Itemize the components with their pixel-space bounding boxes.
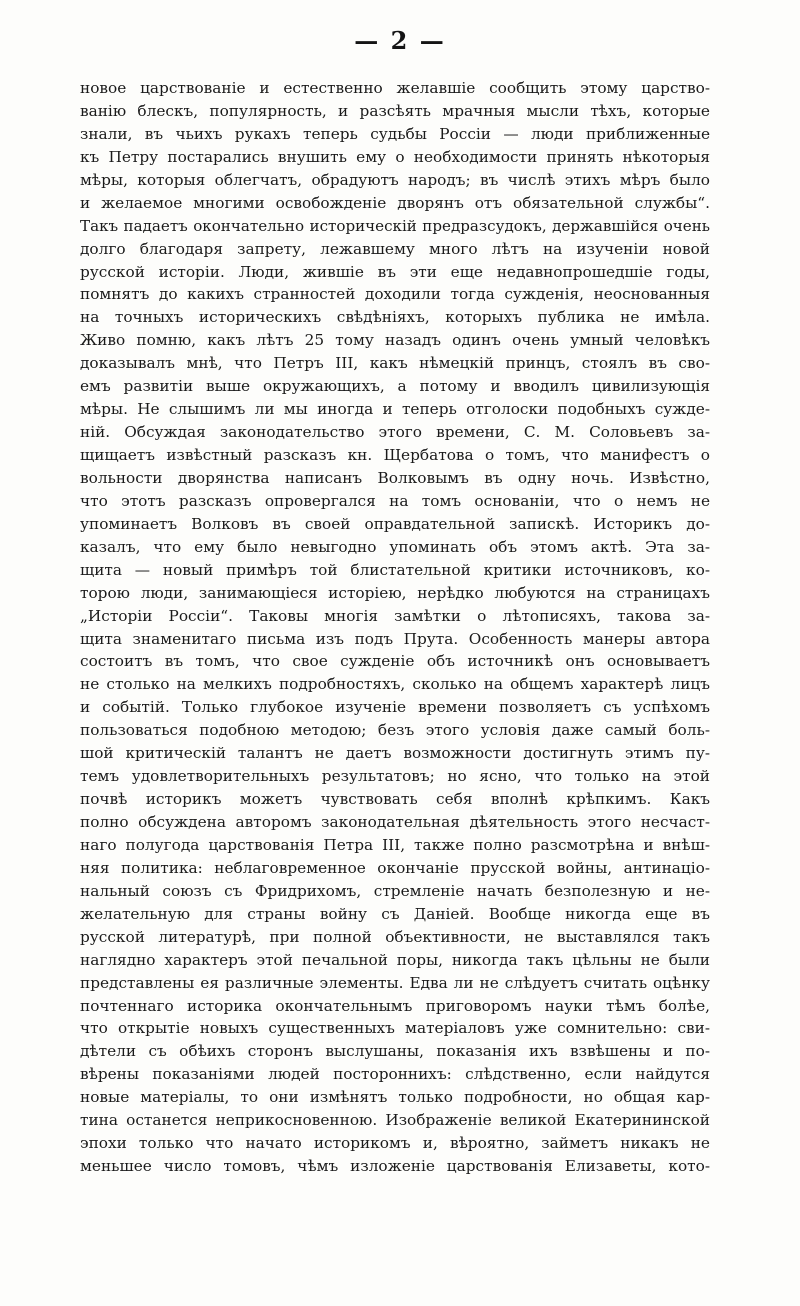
text-line: что открытіе новыхъ существенныхъ матеріаловъ уже сомнительно: сви- <box>80 1019 710 1038</box>
text-line: полно обсуждена авторомъ законодательная дѣятельность этого несчаст- <box>80 813 710 831</box>
text-line: „Исторіи Россіи“. Таковы многія замѣтки о лѣтописяхъ, такова за- <box>80 606 710 625</box>
text-line: не столько на мелкихъ подробностяхъ, сколько на общемъ характерѣ лицъ <box>80 675 710 694</box>
text-line: щищаетъ извѣстный разсказъ кн. Щербатова о томъ, что манифестъ о <box>80 446 710 464</box>
text-line: нальный союзъ съ Фридрихомъ, стремленіе начать безполезную и не- <box>80 881 710 900</box>
text-line: Такъ падаетъ окончательно историческій предразсудокъ, державшійся очень <box>80 216 710 235</box>
text-line: русской исторіи. Люди, жившіе въ эти еще недавнопрошедшіе годы, <box>80 262 710 281</box>
text-line: дѣтели съ обѣихъ сторонъ выслушаны, показанія ихъ взвѣшены и по- <box>80 1042 710 1061</box>
text-line: упоминаетъ Волковъ въ своей оправдательной запискѣ. Историкъ до- <box>80 514 710 533</box>
text-line: и событій. Только глубокое изученіе времени позволяетъ съ успѣхомъ <box>80 698 710 717</box>
body-text <box>80 77 710 1178</box>
text-line: ванію блескъ, популярность, и разсѣять мрачныя мысли тѣхъ, которые <box>80 101 710 120</box>
text-line: емъ развитіи выше окружающихъ, а потому и вводилъ цивилизующія <box>80 377 710 396</box>
text-line: няя политика: неблаговременное окончаніе прусской войны, антинаціо- <box>80 858 710 877</box>
text-line: долго благодаря запрету, лежавшему много лѣтъ на изученіи новой <box>80 239 710 258</box>
text-line: щита знаменитаго письма изъ подъ Прута. Особенность манеры автора <box>80 629 710 648</box>
text-line: шой критическій талантъ не даетъ возможности достигнуть этимъ пу- <box>80 744 710 763</box>
text-line: Живо помню, какъ лѣтъ 25 тому назадъ одинъ очень умный человѣкъ <box>80 331 710 350</box>
text-line: знали, въ чьихъ рукахъ теперь судьбы Россіи — люди приближенные <box>80 124 710 143</box>
text-line: почвѣ историкъ можетъ чувствовать себя вполнѣ крѣпкимъ. Какъ <box>80 790 710 809</box>
text-line: торою люди, занимающіеся исторіею, нерѣдко любуются на страницахъ <box>80 583 710 602</box>
text-line: наглядно характеръ этой печальной поры, никогда такъ цѣльны не были <box>80 950 710 969</box>
text-line: вольности дворянства написанъ Волковымъ въ одну ночь. Извѣстно, <box>80 468 710 487</box>
text-line: что этотъ разсказъ опровергался на томъ основаніи, что о немъ не <box>80 491 710 510</box>
text-line: къ Петру постарались внушить ему о необходимости принять нѣкоторыя <box>80 147 710 166</box>
text-line: меньшее число томовъ, чѣмъ изложеніе царствованія Елизаветы, кото- <box>80 1157 710 1176</box>
text-line: казалъ, что ему было невыгодно упоминать объ этомъ актѣ. Эта за- <box>80 537 710 556</box>
page-number: — 2 — <box>354 26 446 55</box>
text-line: щита — новый примѣръ той блистательной критики источниковъ, ко- <box>80 560 710 579</box>
text-line: на точныхъ историческихъ свѣдѣніяхъ, которыхъ публика не имѣла. <box>80 308 710 327</box>
text-line: темъ удовлетворительныхъ результатовъ; но ясно, что только на этой <box>80 767 710 786</box>
text-line: представлены ея различные элементы. Едва ли не слѣдуетъ считать оцѣнку <box>80 973 710 992</box>
text-line: наго полугода царствованія Петра III, также полно разсмотрѣна и внѣш- <box>80 835 710 854</box>
text-line: русской литературѣ, при полной объективности, не выставлялся такъ <box>80 927 710 946</box>
text-line: почтеннаго историка окончательнымъ приговоромъ науки тѣмъ болѣе, <box>80 996 710 1015</box>
text-line: состоитъ въ томъ, что свое сужденіе объ источникѣ онъ основываетъ <box>80 652 710 671</box>
text-line: эпохи только что начато историкомъ и, вѣроятно, займетъ никакъ не <box>80 1134 710 1153</box>
text-line: новые матеріалы, то они измѣнятъ только подробности, но общая кар- <box>80 1088 710 1107</box>
text-line: мѣры, которыя облегчатъ, обрадуютъ народъ; въ числѣ этихъ мѣръ было <box>80 170 710 189</box>
text-line: пользоваться подобною методою; безъ этого условія даже самый боль- <box>80 721 710 740</box>
text-line: доказывалъ мнѣ, что Петръ III, какъ нѣмецкій принцъ, стоялъ въ сво- <box>80 354 710 373</box>
text-line: ній. Обсуждая законодательство этого времени, С. М. Соловьевъ за- <box>80 423 710 442</box>
text-line: и желаемое многими освобожденіе дворянъ отъ обязательной службы“. <box>80 193 710 212</box>
text-line: помнятъ до какихъ странностей доходили тогда сужденія, неоснованныя <box>80 285 710 304</box>
text-line: вѣрены показаніями людей постороннихъ: слѣдственно, если найдутся <box>80 1065 710 1084</box>
text-line: мѣры. Не слышимъ ли мы иногда и теперь отголоски подобныхъ сужде- <box>80 400 710 419</box>
text-line: новое царствованіе и естественно желавшіе сообщить этому царство- <box>80 79 710 97</box>
text-line: желательную для страны войну съ Даніей. Вообще никогда еще въ <box>80 904 710 923</box>
text-line: тина останется неприкосновенною. Изображеніе великой Екатерининской <box>80 1111 710 1130</box>
